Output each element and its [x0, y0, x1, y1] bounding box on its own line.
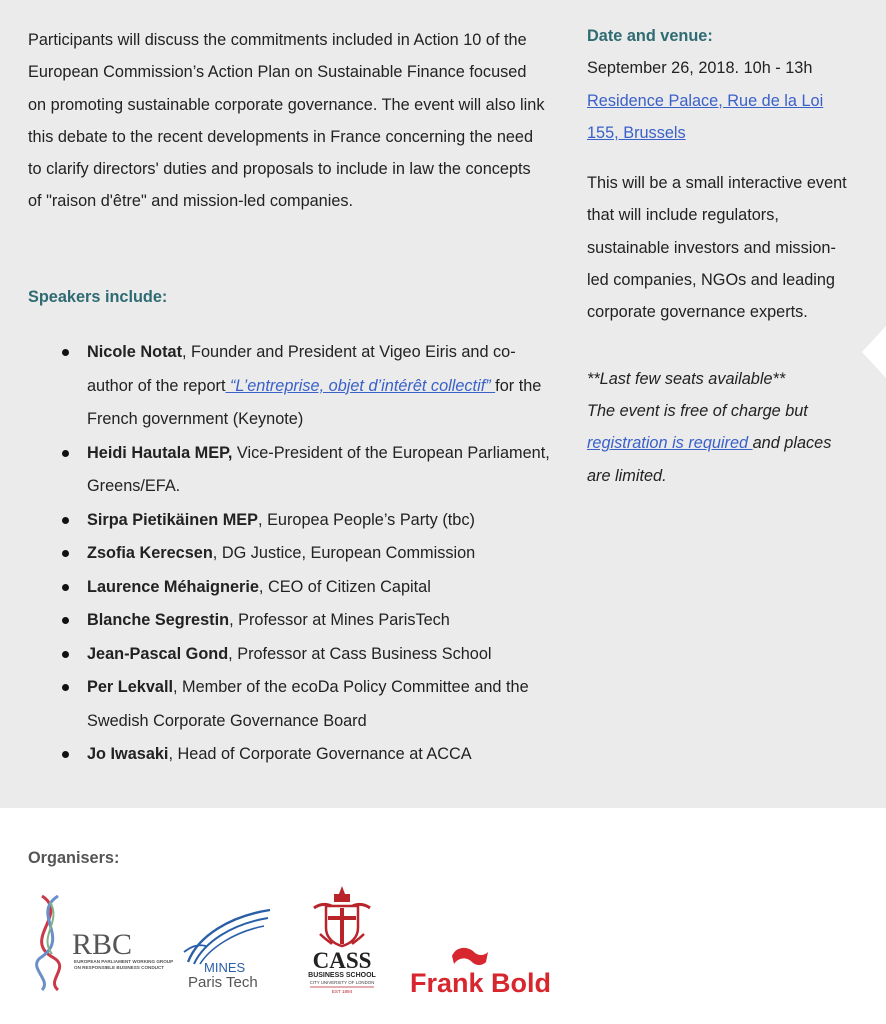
mines-paristech-logo[interactable]	[178, 906, 278, 992]
speaker-role: , Professor at Cass Business School	[228, 644, 492, 663]
speaker-name: Heidi Hautala MEP,	[87, 443, 233, 462]
panel-notch	[862, 326, 886, 378]
rbc-logo[interactable]	[28, 892, 174, 992]
registration-note: and places are limited.	[587, 434, 832, 485]
event-date: September 26, 2018. 10h - 13h	[587, 59, 813, 78]
frank-bold-mark-icon	[408, 942, 562, 998]
cass-title: CASS	[312, 948, 372, 973]
speaker-name: Laurence Méhaignerie	[87, 577, 259, 596]
cass-subtitle: BUSINESS SCHOOL	[308, 972, 376, 979]
speaker-role: , Professor at Mines ParisTech	[229, 611, 450, 629]
intro-paragraph: Participants will discuss the commitments included in Action 10 of the European Commission’s Action Plan on Sustainable Finance focused on promoting sustainable corporate governance. The event will also link this debate to the recent developments in France concerning the need to clarify directors' duties and proposals to include in law the concepts of "raison d'être" and mission-led companies.	[28, 31, 545, 211]
cass-est: EST 1894	[331, 989, 353, 994]
speaker-role: , Member of the ecoDa Policy Committee and the Swedish Corporate Governance Board	[87, 678, 529, 730]
venue-link[interactable]: Residence Palace, Rue de la Loi 155, Brussels	[587, 91, 824, 142]
speaker-name: Jo Iwasaki	[87, 745, 169, 763]
rbc-title: RBC	[72, 928, 133, 961]
speaker-role: , DG Justice, European Commission	[212, 544, 476, 562]
speaker-role: , Founder and President at Vigeo Eiris and co-author of the report	[87, 343, 516, 395]
speaker-name: Per Lekvall	[87, 678, 173, 696]
cass-crest-icon	[300, 884, 384, 996]
speaker-role: , Head of Corporate Governance at ACCA	[168, 745, 472, 763]
speaker-name: Zsofia Kerecsen	[87, 544, 213, 562]
list-item	[60, 671, 560, 738]
list-item	[60, 638, 560, 672]
speaker-name: Jean-Pascal Gond	[87, 644, 229, 663]
mines-tech: Tech	[226, 974, 258, 991]
free-notice: The event is free of charge but	[587, 401, 808, 420]
list-item	[60, 738, 560, 772]
list-item	[60, 437, 560, 504]
speaker-role: , CEO of Citizen Capital	[258, 577, 431, 596]
list-item	[60, 604, 560, 638]
list-item	[60, 504, 560, 538]
registration-link[interactable]: registration is required	[587, 434, 753, 453]
rbc-subtitle-2: ON RESPONSIBLE BUSINESS CONDUCT	[74, 965, 165, 970]
speakers-list	[60, 336, 560, 772]
speaker-name: Nicole Notat	[87, 343, 182, 361]
rbc-subtitle-1: EUROPEAN PARLIAMENT WORKING GROUP	[74, 959, 174, 964]
frank-bold-title: Frank Bold	[410, 968, 552, 998]
list-item	[60, 336, 560, 437]
frank-bold-logo[interactable]	[408, 942, 562, 998]
speaker-role: , Europea People’s Party (tbc)	[258, 510, 475, 529]
list-item	[60, 537, 560, 571]
speaker-name: Sirpa Pietikäinen MEP	[87, 510, 259, 529]
speaker-name: Blanche Segrestin	[87, 611, 230, 629]
event-sidebar	[587, 20, 857, 492]
seats-notice: **Last few seats available**	[587, 369, 786, 388]
report-link[interactable]: “L’entreprise, objet d’intérêt collectif”	[225, 376, 496, 395]
date-venue-heading: Date and venue:	[587, 27, 713, 45]
speaker-role-cont: for the French government (Keynote)	[87, 376, 542, 428]
rbc-helix-icon	[28, 892, 174, 992]
event-description: This will be a small interactive event that will include regulators, sustainable investors and mission-led companies, NGOs and leading corporate governance experts.	[587, 174, 847, 322]
cass-logo[interactable]	[300, 884, 384, 996]
cass-city: CITY UNIVERSITY OF LONDON	[309, 980, 375, 985]
mines-paris: Paris	[188, 974, 223, 991]
mines-line-1: MINES	[204, 960, 246, 975]
mines-swoosh-icon	[178, 906, 278, 992]
speakers-heading: Speakers include:	[28, 288, 168, 306]
speaker-role: Vice-President of the European Parliament, Greens/EFA.	[87, 443, 550, 495]
organisers-heading: Organisers:	[28, 849, 120, 867]
list-item	[60, 571, 560, 605]
